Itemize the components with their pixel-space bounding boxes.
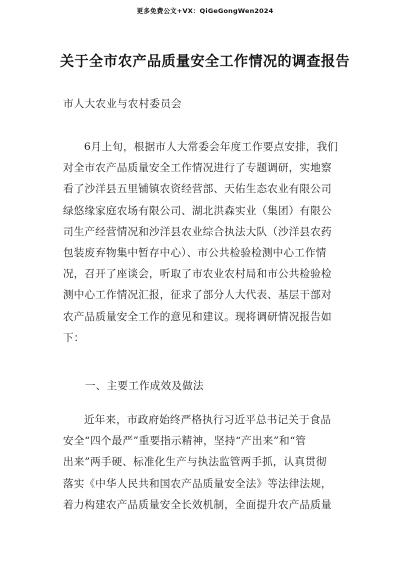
- section-heading: 一、主要工作成效及做法: [85, 380, 204, 392]
- paragraph-2: [63, 410, 348, 516]
- paragraph-line: 落实《中华人民共和国农产品质量安全法》等法律法规，: [63, 477, 332, 490]
- paragraph-line: 下：: [63, 331, 85, 344]
- paragraph-line: 6月上旬，根据市人大常委会年度工作要点安排，我们: [84, 141, 339, 153]
- header-note: 更多免费公文+VX：QiGeGongWen2024: [136, 7, 274, 15]
- paragraph-line: 农产品质量安全工作的意见和建议。现将调研情况报告如: [63, 310, 332, 323]
- paragraph-line: 安全“四个最严”重要指示精神，坚持“产出来”和“管: [63, 435, 307, 448]
- paragraph-line: 绿悠缘家庭农场有限公司、湖北洪森实业（集团）有限公: [63, 204, 332, 217]
- paragraph-line: 测中心工作情况汇报，征求了部分人大代表、基层干部对: [63, 289, 332, 302]
- paragraph-line: 近年来，市政府始终严格执行习近平总书记关于食品: [84, 414, 332, 426]
- document-title: 关于全市农产品质量安全工作情况的调查报告: [60, 54, 350, 70]
- paragraph-line: 着力构建农产品质量安全长效机制，全面提升农产品质量: [63, 498, 332, 511]
- paragraph-line: 对全市农产品质量安全工作情况进行了专题调研，实地察: [63, 162, 332, 175]
- paragraph-line: 出来”两手硬、标准化生产与执法监管两手抓，认真贯彻: [63, 456, 327, 469]
- document-author: 市人大农业与农村委员会: [63, 98, 182, 110]
- paragraph-line: 司生产经营情况和沙洋县农业综合执法大队（沙洋县农药: [63, 225, 332, 238]
- paragraph-1: [63, 137, 348, 349]
- paragraph-line: 况，召开了座谈会，听取了市农业农村局和市公共检验检: [63, 268, 332, 281]
- paragraph-line: 包装废弃物集中暂存中心）、市公共检验检测中心工作情: [63, 247, 327, 260]
- paragraph-line: 看了沙洋县五里铺镇农资经营部、天佑生态农业有限公司: [63, 183, 332, 196]
